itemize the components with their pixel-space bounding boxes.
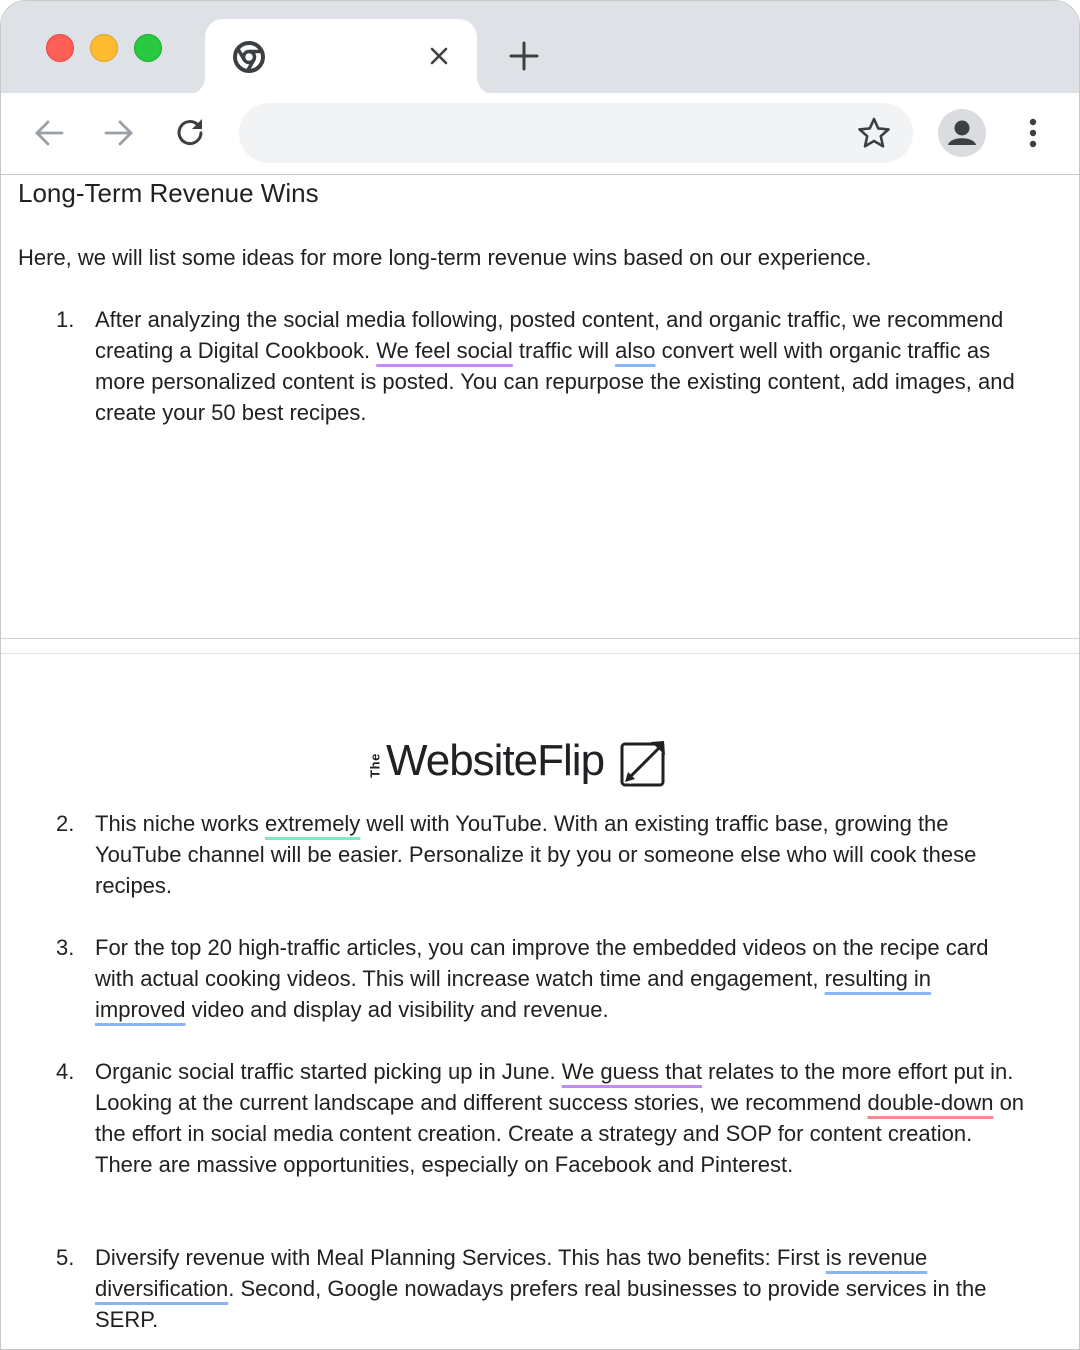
- close-icon[interactable]: [424, 41, 454, 71]
- logo-the: The: [367, 753, 383, 778]
- address-bar[interactable]: [239, 103, 913, 163]
- logo-name: WebsiteFlip: [386, 736, 605, 785]
- window-minimize-button[interactable]: [90, 34, 118, 62]
- flagged-phrase: resulting in improved: [95, 966, 932, 1022]
- page-break: [1, 638, 1080, 654]
- intro-paragraph: Here, we will list some ideas for more long-term revenue wins based on our experience.: [18, 245, 872, 270]
- text-segment: For the top 20 high-traffic articles, you can improve the embedded videos on the recipe card with actual cooking videos. This will increase watch time and engagement,: [95, 935, 989, 991]
- list-number: 4.: [56, 1059, 75, 1084]
- edit-arrow-icon: [619, 738, 669, 788]
- list-item-text: [95, 808, 1025, 901]
- list-number: 3.: [56, 935, 75, 960]
- kebab-menu-icon[interactable]: [1021, 115, 1045, 151]
- flagged-phrase: is revenue diversification: [95, 1245, 928, 1301]
- window-maximize-button[interactable]: [134, 34, 162, 62]
- plus-icon[interactable]: [506, 38, 542, 74]
- text-segment: After analyzing the social media following, posted content, and organic traffic, we recommend creating a Digital Cookbook.: [95, 307, 1004, 363]
- chrome-icon: [232, 40, 266, 74]
- star-icon[interactable]: [856, 115, 892, 151]
- text-segment: video and display ad visibility and revenue.: [185, 997, 609, 1022]
- text-segment: on the effort in social media content creation. Create a strategy and SOP for content creation. There are massive opportunities, especially on Facebook and Pinterest.: [95, 1090, 1025, 1177]
- list-number: 2.: [56, 811, 75, 836]
- list-item-text: [95, 1242, 1025, 1335]
- browser-tab[interactable]: [205, 19, 477, 95]
- website-flip-logo: [367, 736, 677, 796]
- text-segment: This niche works: [95, 811, 265, 836]
- page-title: Long-Term Revenue Wins: [18, 178, 319, 208]
- flagged-phrase: also: [615, 338, 656, 363]
- flagged-phrase: double-down: [867, 1090, 994, 1115]
- text-segment: Diversify revenue with Meal Planning Services. This has two benefits: First: [95, 1245, 826, 1270]
- person-icon: [938, 109, 986, 157]
- profile-button[interactable]: [938, 109, 986, 157]
- text-segment: well with YouTube. With an existing traffic base, growing the YouTube channel will be easier. Personalize it by you or someone else who will cook these recipes.: [95, 811, 977, 898]
- list-item-text: [95, 304, 1025, 428]
- list-number: 5.: [56, 1245, 75, 1270]
- browser-toolbar: [1, 93, 1080, 175]
- arrow-right-icon[interactable]: [101, 115, 137, 151]
- text-segment: traffic will: [512, 338, 616, 363]
- list-number: 1.: [56, 307, 75, 332]
- text-segment: convert well with organic traffic as more personalized content is posted. You can repurpose the existing content, add images, and create your 50 best recipes.: [95, 338, 1015, 425]
- flagged-phrase: We feel social: [376, 338, 513, 363]
- tab-strip: [1, 1, 1080, 93]
- text-segment: . Second, Google nowadays prefers real businesses to provide services in the SERP.: [95, 1276, 987, 1332]
- window-close-button[interactable]: [46, 34, 74, 62]
- arrow-left-icon[interactable]: [31, 115, 67, 151]
- text-segment: Organic social traffic started picking up in June.: [95, 1059, 562, 1084]
- list-item-text: [95, 932, 1025, 1025]
- list-item-text: [95, 1056, 1025, 1180]
- reload-icon[interactable]: [172, 115, 208, 151]
- flagged-phrase: We guess that: [561, 1059, 702, 1084]
- flagged-phrase: extremely: [264, 811, 361, 836]
- text-segment: relates to the more effort put in. Looking at the current landscape and different success stories, we recommend: [95, 1059, 1014, 1115]
